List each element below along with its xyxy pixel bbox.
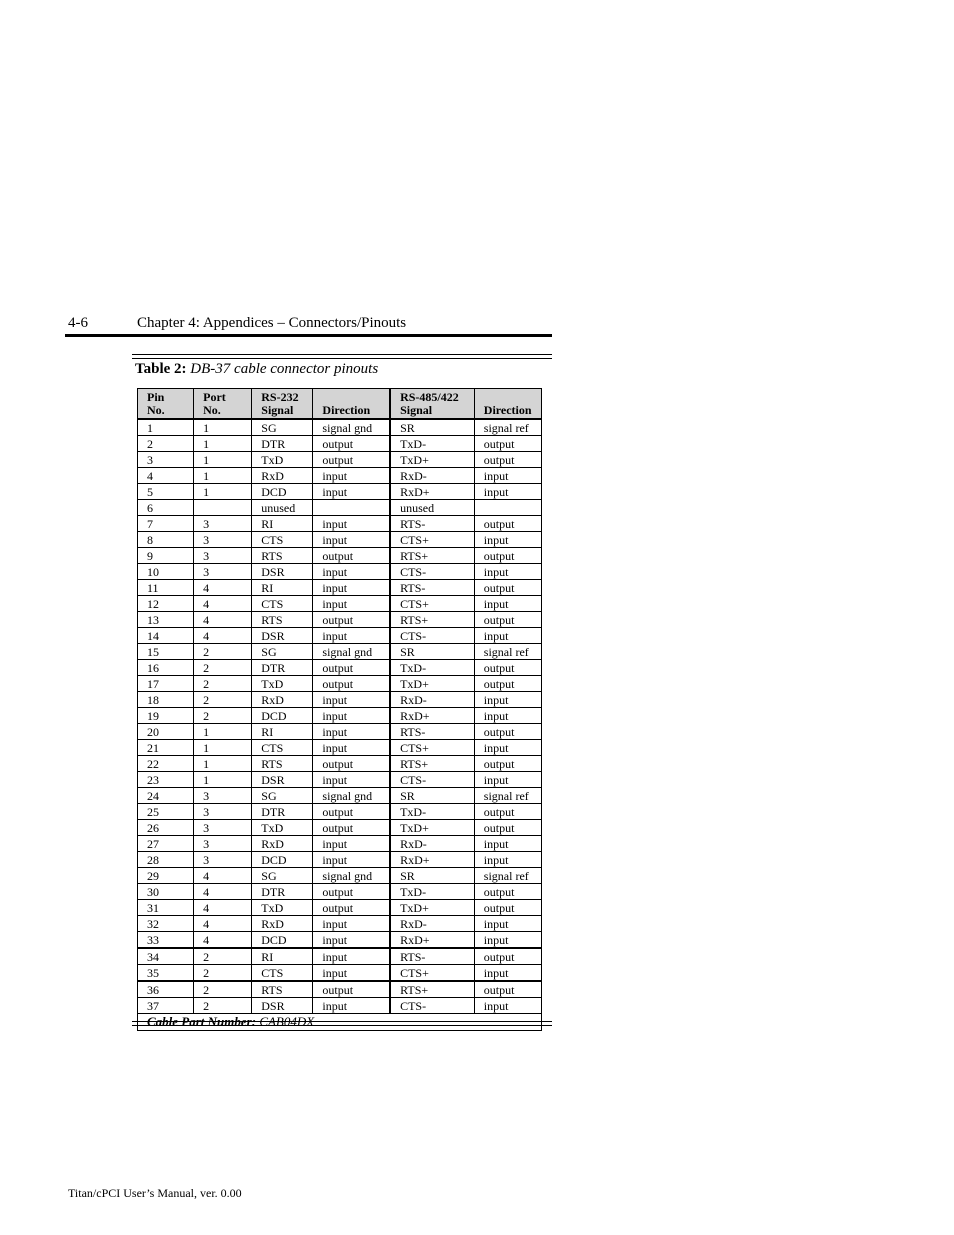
table-row bbox=[138, 532, 542, 548]
cell-pin-no: 1 bbox=[138, 419, 194, 436]
cell-rs232-signal: DSR bbox=[252, 772, 313, 788]
cell-rs485-signal: RxD+ bbox=[390, 852, 474, 868]
caption-title: DB-37 cable connector pinouts bbox=[190, 361, 379, 377]
column-header-port-no bbox=[194, 389, 252, 420]
cell-rs232-direction: input bbox=[313, 916, 390, 932]
cell-port-no: 2 bbox=[194, 660, 252, 676]
cell-rs485-direction: signal ref bbox=[474, 644, 541, 660]
cell-port-no: 2 bbox=[194, 981, 252, 998]
cell-pin-no: 26 bbox=[138, 820, 194, 836]
page-footer: Titan/cPCI User’s Manual, ver. 0.00 bbox=[68, 1186, 242, 1200]
cell-rs232-signal: DSR bbox=[252, 628, 313, 644]
cell-rs232-signal: RTS bbox=[252, 981, 313, 998]
cell-rs485-signal: TxD+ bbox=[390, 900, 474, 916]
cell-rs232-signal: DSR bbox=[252, 564, 313, 580]
cell-pin-no: 4 bbox=[138, 468, 194, 484]
cell-rs232-signal: RxD bbox=[252, 836, 313, 852]
cell-rs485-direction: output bbox=[474, 804, 541, 820]
cell-rs232-direction: output bbox=[313, 660, 390, 676]
cell-rs232-signal: DTR bbox=[252, 884, 313, 900]
cell-port-no: 4 bbox=[194, 884, 252, 900]
table-row bbox=[138, 981, 542, 998]
cell-rs485-signal: RTS+ bbox=[390, 756, 474, 772]
cell-pin-no: 10 bbox=[138, 564, 194, 580]
cell-rs485-direction: output bbox=[474, 436, 541, 452]
cell-rs232-signal: DTR bbox=[252, 436, 313, 452]
cell-port-no: 3 bbox=[194, 516, 252, 532]
cell-rs232-signal: RTS bbox=[252, 548, 313, 564]
cell-rs232-signal: RxD bbox=[252, 916, 313, 932]
column-header-rs232-direction bbox=[313, 389, 390, 420]
cell-rs485-signal: RTS+ bbox=[390, 981, 474, 998]
cell-rs485-direction: input bbox=[474, 965, 541, 982]
cell-rs485-direction: output bbox=[474, 884, 541, 900]
cell-pin-no: 24 bbox=[138, 788, 194, 804]
table-row bbox=[138, 692, 542, 708]
cell-port-no: 3 bbox=[194, 788, 252, 804]
cell-rs485-direction: output bbox=[474, 756, 541, 772]
cell-rs232-signal: SG bbox=[252, 868, 313, 884]
cell-port-no: 2 bbox=[194, 948, 252, 965]
cell-rs485-direction: input bbox=[474, 998, 541, 1014]
cell-port-no: 2 bbox=[194, 692, 252, 708]
cell-rs485-direction: input bbox=[474, 564, 541, 580]
cell-rs232-signal: RTS bbox=[252, 756, 313, 772]
cell-rs232-direction: signal gnd bbox=[313, 868, 390, 884]
cell-rs232-direction: signal gnd bbox=[313, 419, 390, 436]
table-row bbox=[138, 836, 542, 852]
cell-rs232-signal: RI bbox=[252, 580, 313, 596]
cell-rs232-signal: SG bbox=[252, 644, 313, 660]
cell-rs485-signal: CTS- bbox=[390, 564, 474, 580]
column-header-line: Pin bbox=[147, 390, 165, 404]
column-header-line: No. bbox=[203, 403, 221, 417]
cell-rs232-direction: input bbox=[313, 836, 390, 852]
cell-pin-no: 23 bbox=[138, 772, 194, 788]
cell-rs232-direction: input bbox=[313, 484, 390, 500]
table-row bbox=[138, 676, 542, 692]
cell-port-no: 2 bbox=[194, 965, 252, 982]
cell-rs232-direction: input bbox=[313, 948, 390, 965]
pinout-table bbox=[137, 388, 542, 1031]
cell-port-no: 1 bbox=[194, 484, 252, 500]
cell-rs485-direction: output bbox=[474, 820, 541, 836]
cell-rs232-signal: SG bbox=[252, 788, 313, 804]
cell-rs485-direction: input bbox=[474, 836, 541, 852]
cell-port-no: 4 bbox=[194, 900, 252, 916]
cell-rs485-signal: TxD+ bbox=[390, 820, 474, 836]
table-row bbox=[138, 516, 542, 532]
cell-pin-no: 29 bbox=[138, 868, 194, 884]
cell-rs232-direction: input bbox=[313, 628, 390, 644]
cell-port-no: 4 bbox=[194, 868, 252, 884]
cell-rs485-signal: RxD- bbox=[390, 916, 474, 932]
cell-pin-no: 17 bbox=[138, 676, 194, 692]
cell-rs485-signal: SR bbox=[390, 644, 474, 660]
table-caption bbox=[135, 360, 378, 378]
table-row bbox=[138, 628, 542, 644]
column-header-line: Direction bbox=[483, 403, 532, 417]
cell-rs485-direction bbox=[474, 500, 541, 516]
cell-port-no: 1 bbox=[194, 452, 252, 468]
cell-rs232-direction: output bbox=[313, 981, 390, 998]
cell-rs232-signal: CTS bbox=[252, 965, 313, 982]
chapter-title: Chapter 4: Appendices – Connectors/Pinouts bbox=[137, 315, 407, 331]
cell-rs232-direction: input bbox=[313, 740, 390, 756]
cell-rs232-direction: input bbox=[313, 692, 390, 708]
cell-rs485-signal: RTS+ bbox=[390, 612, 474, 628]
cell-rs232-direction: output bbox=[313, 548, 390, 564]
cell-pin-no: 36 bbox=[138, 981, 194, 998]
column-header-rs485-signal bbox=[390, 389, 474, 420]
table-row bbox=[138, 772, 542, 788]
cell-rs232-direction: input bbox=[313, 708, 390, 724]
cell-rs485-direction: signal ref bbox=[474, 788, 541, 804]
cell-rs232-direction: output bbox=[313, 452, 390, 468]
cell-rs485-direction: output bbox=[474, 981, 541, 998]
cell-rs485-signal: RTS- bbox=[390, 724, 474, 740]
table-row bbox=[138, 820, 542, 836]
cell-rs485-direction: input bbox=[474, 484, 541, 500]
cell-rs232-signal: unused bbox=[252, 500, 313, 516]
column-header-rs485-direction bbox=[474, 389, 541, 420]
column-header-line: Direction bbox=[322, 403, 371, 417]
table-row bbox=[138, 644, 542, 660]
cell-port-no: 1 bbox=[194, 740, 252, 756]
cell-pin-no: 11 bbox=[138, 580, 194, 596]
header-rule bbox=[65, 334, 552, 337]
cell-port-no: 3 bbox=[194, 804, 252, 820]
cell-port-no: 1 bbox=[194, 724, 252, 740]
cell-rs485-direction: signal ref bbox=[474, 419, 541, 436]
cell-rs232-direction: output bbox=[313, 676, 390, 692]
cell-rs485-signal: RxD- bbox=[390, 836, 474, 852]
cell-pin-no: 18 bbox=[138, 692, 194, 708]
table-row bbox=[138, 452, 542, 468]
cell-rs485-signal: CTS- bbox=[390, 772, 474, 788]
table-header bbox=[138, 389, 542, 420]
cell-rs232-direction: signal gnd bbox=[313, 788, 390, 804]
cell-port-no: 4 bbox=[194, 916, 252, 932]
table-top-rule bbox=[132, 354, 552, 359]
cell-port-no: 4 bbox=[194, 628, 252, 644]
cell-port-no: 1 bbox=[194, 436, 252, 452]
table-row bbox=[138, 580, 542, 596]
column-header-line: Signal bbox=[261, 403, 294, 417]
cell-pin-no: 32 bbox=[138, 916, 194, 932]
cell-rs232-signal: DCD bbox=[252, 708, 313, 724]
cell-rs485-direction: input bbox=[474, 916, 541, 932]
table-row bbox=[138, 484, 542, 500]
cell-port-no: 1 bbox=[194, 772, 252, 788]
cell-rs485-direction: output bbox=[474, 724, 541, 740]
cell-rs485-direction: input bbox=[474, 596, 541, 612]
cell-port-no: 1 bbox=[194, 419, 252, 436]
cell-pin-no: 8 bbox=[138, 532, 194, 548]
cell-port-no: 3 bbox=[194, 532, 252, 548]
cell-rs485-signal: unused bbox=[390, 500, 474, 516]
cell-pin-no: 15 bbox=[138, 644, 194, 660]
cell-rs485-signal: SR bbox=[390, 788, 474, 804]
cell-rs485-signal: CTS- bbox=[390, 998, 474, 1014]
column-header-pin-no bbox=[138, 389, 194, 420]
cell-rs485-direction: input bbox=[474, 708, 541, 724]
cell-rs485-direction: input bbox=[474, 532, 541, 548]
cell-rs232-signal: CTS bbox=[252, 532, 313, 548]
cell-port-no: 2 bbox=[194, 708, 252, 724]
cell-pin-no: 19 bbox=[138, 708, 194, 724]
cell-rs485-signal: RTS- bbox=[390, 580, 474, 596]
cell-rs232-direction: input bbox=[313, 724, 390, 740]
cell-rs232-direction: output bbox=[313, 756, 390, 772]
cell-rs232-signal: DCD bbox=[252, 852, 313, 868]
cell-rs485-direction: output bbox=[474, 548, 541, 564]
table-row bbox=[138, 708, 542, 724]
cell-port-no: 3 bbox=[194, 564, 252, 580]
cable-part-value: CAB04DX bbox=[259, 1014, 315, 1029]
cell-rs485-signal: TxD+ bbox=[390, 452, 474, 468]
cell-rs232-signal: CTS bbox=[252, 740, 313, 756]
table-row bbox=[138, 596, 542, 612]
cell-rs485-signal: CTS+ bbox=[390, 740, 474, 756]
cell-pin-no: 33 bbox=[138, 932, 194, 949]
cell-rs485-signal: RxD+ bbox=[390, 708, 474, 724]
cell-rs485-signal: RTS+ bbox=[390, 548, 474, 564]
cell-rs232-direction: input bbox=[313, 965, 390, 982]
cell-rs485-signal: TxD+ bbox=[390, 676, 474, 692]
cell-pin-no: 6 bbox=[138, 500, 194, 516]
cell-rs232-direction: input bbox=[313, 852, 390, 868]
cell-rs485-direction: output bbox=[474, 452, 541, 468]
table-body bbox=[138, 419, 542, 1014]
cell-port-no: 3 bbox=[194, 820, 252, 836]
cell-rs485-signal: TxD- bbox=[390, 884, 474, 900]
cell-rs485-direction: input bbox=[474, 628, 541, 644]
cell-rs485-signal: RxD- bbox=[390, 692, 474, 708]
cell-rs232-direction: output bbox=[313, 436, 390, 452]
cell-pin-no: 16 bbox=[138, 660, 194, 676]
table-row bbox=[138, 852, 542, 868]
cell-pin-no: 35 bbox=[138, 965, 194, 982]
cell-rs485-direction: output bbox=[474, 900, 541, 916]
column-header-line: RS-485/422 bbox=[400, 390, 459, 404]
cell-port-no: 3 bbox=[194, 836, 252, 852]
cell-pin-no: 37 bbox=[138, 998, 194, 1014]
cell-pin-no: 14 bbox=[138, 628, 194, 644]
cell-rs485-signal: TxD- bbox=[390, 660, 474, 676]
table-row bbox=[138, 436, 542, 452]
table-row bbox=[138, 788, 542, 804]
cell-rs485-direction: input bbox=[474, 468, 541, 484]
cell-rs485-signal: CTS- bbox=[390, 628, 474, 644]
table-bottom-rule bbox=[132, 1021, 552, 1026]
table-row bbox=[138, 900, 542, 916]
cell-port-no: 4 bbox=[194, 596, 252, 612]
cell-rs232-direction: output bbox=[313, 900, 390, 916]
table-row bbox=[138, 660, 542, 676]
cell-rs232-signal: TxD bbox=[252, 820, 313, 836]
cell-rs485-signal: CTS+ bbox=[390, 532, 474, 548]
cell-pin-no: 9 bbox=[138, 548, 194, 564]
cell-rs485-signal: RxD+ bbox=[390, 932, 474, 949]
cell-rs232-signal: TxD bbox=[252, 900, 313, 916]
cell-rs232-signal: RI bbox=[252, 516, 313, 532]
table-row bbox=[138, 756, 542, 772]
cell-rs232-signal: DCD bbox=[252, 932, 313, 949]
cell-rs485-signal: RTS- bbox=[390, 948, 474, 965]
column-header-rs232-signal bbox=[252, 389, 313, 420]
cell-rs232-signal: TxD bbox=[252, 676, 313, 692]
cell-rs485-direction: output bbox=[474, 676, 541, 692]
cell-rs485-signal: CTS+ bbox=[390, 965, 474, 982]
table-row bbox=[138, 884, 542, 900]
cell-rs232-direction: output bbox=[313, 884, 390, 900]
cell-rs485-direction: output bbox=[474, 948, 541, 965]
cell-rs485-direction: output bbox=[474, 516, 541, 532]
cell-rs485-direction: input bbox=[474, 852, 541, 868]
cell-pin-no: 3 bbox=[138, 452, 194, 468]
cell-port-no: 2 bbox=[194, 998, 252, 1014]
table-row bbox=[138, 724, 542, 740]
table-row bbox=[138, 740, 542, 756]
cell-rs232-direction: output bbox=[313, 804, 390, 820]
cell-rs232-signal: RxD bbox=[252, 692, 313, 708]
table-row bbox=[138, 916, 542, 932]
column-header-line: RS-232 bbox=[261, 390, 299, 404]
cell-rs232-direction: input bbox=[313, 516, 390, 532]
table-row bbox=[138, 468, 542, 484]
cell-rs232-direction: input bbox=[313, 932, 390, 949]
cell-port-no: 3 bbox=[194, 852, 252, 868]
cell-rs232-signal: RxD bbox=[252, 468, 313, 484]
cell-pin-no: 25 bbox=[138, 804, 194, 820]
cell-port-no: 4 bbox=[194, 612, 252, 628]
cell-port-no: 2 bbox=[194, 676, 252, 692]
table-row bbox=[138, 932, 542, 949]
page-number: 4-6 bbox=[68, 315, 88, 331]
cell-rs232-direction: output bbox=[313, 820, 390, 836]
cell-rs232-signal: TxD bbox=[252, 452, 313, 468]
cell-rs232-direction bbox=[313, 500, 390, 516]
cell-rs485-direction: input bbox=[474, 772, 541, 788]
cell-rs232-signal: DTR bbox=[252, 660, 313, 676]
cell-rs485-signal: RTS- bbox=[390, 516, 474, 532]
cell-pin-no: 27 bbox=[138, 836, 194, 852]
table-row bbox=[138, 548, 542, 564]
cell-port-no: 3 bbox=[194, 548, 252, 564]
cell-rs485-direction: output bbox=[474, 580, 541, 596]
cell-rs232-direction: output bbox=[313, 612, 390, 628]
cell-port-no: 4 bbox=[194, 932, 252, 949]
cell-rs485-signal: TxD- bbox=[390, 436, 474, 452]
cell-rs485-signal: SR bbox=[390, 868, 474, 884]
cell-rs485-direction: signal ref bbox=[474, 868, 541, 884]
cell-rs232-signal: RI bbox=[252, 948, 313, 965]
cell-pin-no: 2 bbox=[138, 436, 194, 452]
cell-pin-no: 20 bbox=[138, 724, 194, 740]
cell-port-no: 4 bbox=[194, 580, 252, 596]
column-header-line: No. bbox=[147, 403, 165, 417]
cell-rs232-signal: SG bbox=[252, 419, 313, 436]
cell-rs232-direction: input bbox=[313, 532, 390, 548]
column-header-line: Port bbox=[203, 390, 226, 404]
table-row bbox=[138, 612, 542, 628]
cell-rs232-direction: input bbox=[313, 596, 390, 612]
cell-pin-no: 5 bbox=[138, 484, 194, 500]
cell-port-no: 1 bbox=[194, 756, 252, 772]
cell-pin-no: 12 bbox=[138, 596, 194, 612]
table-row bbox=[138, 868, 542, 884]
cell-rs485-direction: output bbox=[474, 612, 541, 628]
cell-rs232-direction: input bbox=[313, 998, 390, 1014]
cell-rs232-signal: DSR bbox=[252, 998, 313, 1014]
cell-rs232-signal: DTR bbox=[252, 804, 313, 820]
cable-part-label: Cable Part Number: bbox=[147, 1014, 257, 1029]
cell-rs485-direction: input bbox=[474, 932, 541, 949]
cell-rs232-signal: CTS bbox=[252, 596, 313, 612]
cell-rs232-signal: DCD bbox=[252, 484, 313, 500]
cell-rs232-signal: RTS bbox=[252, 612, 313, 628]
table-row bbox=[138, 804, 542, 820]
cell-pin-no: 22 bbox=[138, 756, 194, 772]
header-row bbox=[138, 389, 542, 420]
cell-rs232-direction: input bbox=[313, 580, 390, 596]
table-row bbox=[138, 965, 542, 982]
cell-rs485-direction: output bbox=[474, 660, 541, 676]
cell-rs232-signal: RI bbox=[252, 724, 313, 740]
cell-port-no: 2 bbox=[194, 644, 252, 660]
cell-rs485-direction: input bbox=[474, 740, 541, 756]
cell-port-no: 1 bbox=[194, 468, 252, 484]
cell-rs485-direction: input bbox=[474, 692, 541, 708]
cell-pin-no: 28 bbox=[138, 852, 194, 868]
table-row bbox=[138, 998, 542, 1014]
cell-rs232-direction: input bbox=[313, 564, 390, 580]
table-row bbox=[138, 500, 542, 516]
cell-pin-no: 13 bbox=[138, 612, 194, 628]
cell-pin-no: 21 bbox=[138, 740, 194, 756]
table-row bbox=[138, 419, 542, 436]
cell-pin-no: 30 bbox=[138, 884, 194, 900]
cell-pin-no: 7 bbox=[138, 516, 194, 532]
cell-rs485-signal: CTS+ bbox=[390, 596, 474, 612]
cell-port-no bbox=[194, 500, 252, 516]
table-row bbox=[138, 948, 542, 965]
column-header-line: Signal bbox=[400, 403, 433, 417]
cell-pin-no: 34 bbox=[138, 948, 194, 965]
cell-rs232-direction: input bbox=[313, 468, 390, 484]
cell-rs485-signal: RxD+ bbox=[390, 484, 474, 500]
caption-label: Table 2: bbox=[135, 361, 187, 377]
cell-rs232-direction: input bbox=[313, 772, 390, 788]
table-row bbox=[138, 564, 542, 580]
cell-rs485-signal: SR bbox=[390, 419, 474, 436]
cell-rs232-direction: signal gnd bbox=[313, 644, 390, 660]
cell-rs485-signal: RxD- bbox=[390, 468, 474, 484]
cell-pin-no: 31 bbox=[138, 900, 194, 916]
cell-rs485-signal: TxD- bbox=[390, 804, 474, 820]
